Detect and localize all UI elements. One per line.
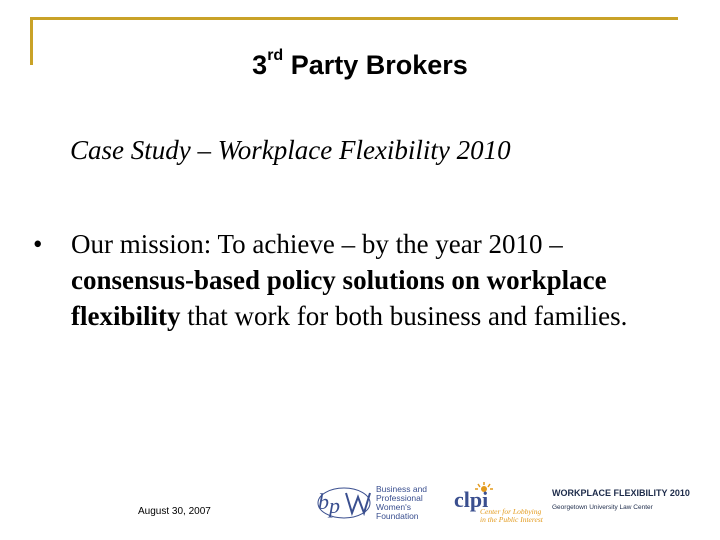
bullet-marker: • [33,229,43,259]
bpw-mark-icon [318,488,370,518]
bpw-line-1: Business and [376,484,428,494]
bpw-line-4: Foundation [376,511,419,521]
bpw-foundation-logo [316,483,436,523]
mission-bullet [33,226,683,334]
wf-line-1: WORKPLACE FLEXIBILITY 2010 [552,488,690,498]
wf-line-2: Georgetown University Law Center [552,504,653,511]
workplace-flexibility-logo [552,486,702,514]
slide-title: 3rd Party Brokers [252,47,468,80]
bpw-line-3: Women's [376,502,412,512]
bpw-line-2: Professional [376,493,423,503]
clpi-line-2: in the Public Interest [480,515,543,524]
slide-date: August 30, 2007 [138,506,211,517]
frame-top-border [30,17,678,20]
slide-subtitle: Case Study – Workplace Flexibility 2010 [70,135,511,165]
clpi-line-1: Center for Lobbying [480,507,542,516]
svg-text:b: b [318,489,329,514]
svg-text:p: p [329,493,340,518]
clpi-name: clpi [454,487,489,512]
bullet-text: Our mission: To achieve – by the year 2010 – consensus-based policy solutions on workplace flexibility that work for both business and families. [71,229,628,331]
clpi-logo [452,481,552,525]
